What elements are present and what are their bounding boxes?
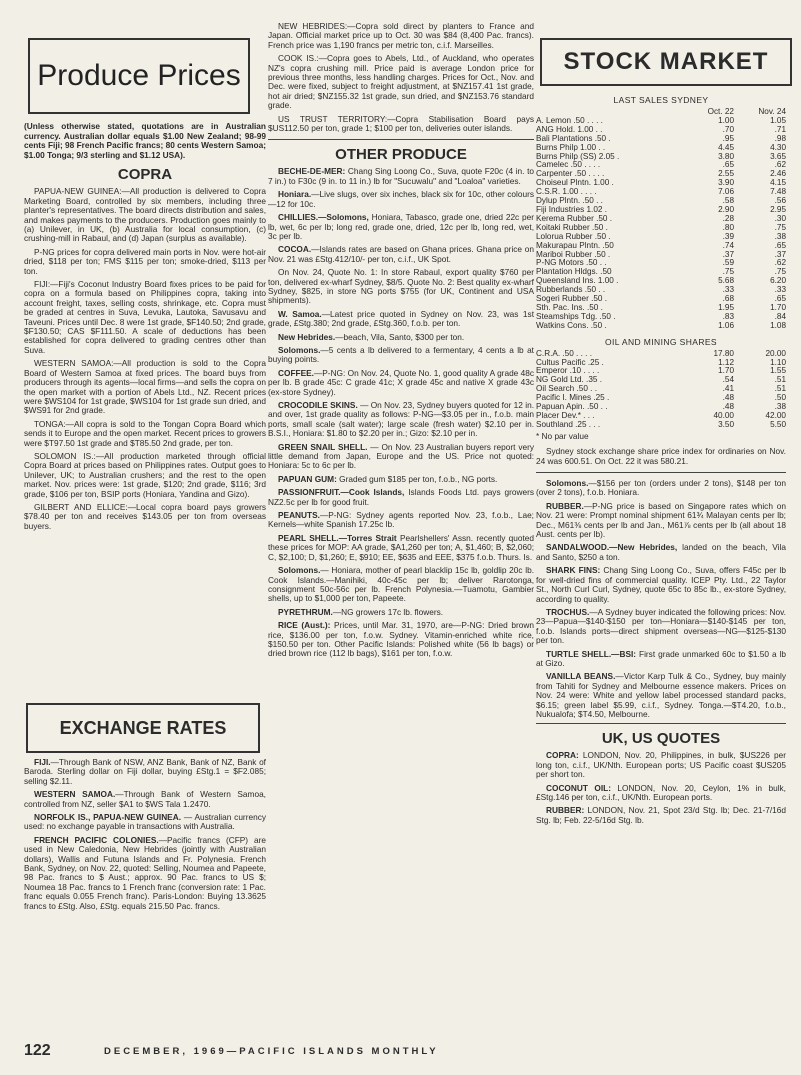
stock-price: 2.90 <box>718 204 734 214</box>
paragraph-text: TONGA:—All copra is sold to the Tongan Copra Board which sends it to Europe and the open market. Recent prices to growers were $T97.50 1st grade and $T85.50 2nd grade, per ton. <box>24 418 266 448</box>
paragraph <box>268 534 534 562</box>
stock-price: 20.00 <box>765 348 786 358</box>
paragraph <box>268 115 534 134</box>
paragraph <box>268 54 534 110</box>
paragraph <box>268 621 534 659</box>
stock-name: A. Lemon .50 . . . . <box>536 115 603 125</box>
stock-price: .65 <box>722 160 734 170</box>
stock-name: Burns Philp 1.00 . . <box>536 142 606 152</box>
stock-price: .98 <box>774 133 786 143</box>
stock-price: 2.46 <box>770 169 786 179</box>
paragraph <box>268 167 534 186</box>
paragraph-lead: COCONUT OIL: <box>546 782 611 793</box>
exchange-rates-title-box <box>26 703 260 753</box>
stock-price: 1.95 <box>718 302 734 312</box>
paragraph-text: Chang Sing Loong Co., Suva, offers F45c per lb for well-dried fins of commercial quality. ICEP Pty. Ltd., 22 Taylor St., North Curl Curl, Sydney, quote 65c to 85c lb., ex-store Sydney, according to quality. <box>536 565 786 604</box>
page-footer <box>24 1042 784 1066</box>
paragraph <box>536 650 786 669</box>
stock-name: Lolorua Rubber .50 . <box>536 231 611 241</box>
stock-price: 1.05 <box>770 115 786 125</box>
paragraph-text: P-NG prices for copra delivered main ports in Nov. were hot-air dried, $118 per ton; FMS $115 per ton; smoke-dried, $113 per ton. <box>24 246 266 276</box>
paragraph-lead: COFFEE. <box>278 367 314 378</box>
column-2 <box>268 22 534 663</box>
paragraph-text: —P-NG: Sydney agents reported Nov. 23, f.o.b., Lae; Kernels—white Spanish 17.25c lb. <box>268 510 534 530</box>
oil-heading: OIL AND MINING SHARES <box>605 336 717 347</box>
paragraph <box>536 502 786 540</box>
uk-us-section <box>536 751 786 825</box>
stock-price: 7.06 <box>718 187 734 197</box>
produce-prices-title: Produce Prices <box>37 59 241 92</box>
stock-table <box>536 108 786 331</box>
stock-price: .65 <box>774 294 786 304</box>
stock-name: Choiseul Plntn. 1.00 . <box>536 178 614 188</box>
paragraph <box>268 310 534 329</box>
paragraph <box>268 369 534 397</box>
col-nov-header: Nov. 24 <box>758 107 786 116</box>
stock-name: C.S.R. 1.00 . . . . <box>536 187 597 197</box>
paragraph-text: —Latest price quoted in Sydney on Nov. 23, was 1st grade, £Stg.380; 2nd grade, £Stg.360, f.o.b. per ton. <box>268 308 534 329</box>
paragraph-lead: SANDALWOOD.—New Hebrides, <box>546 542 678 553</box>
paragraph-text: LONDON, Nov. 20, Philippines, in bulk, $US226 per long ton, c.i.f., UK/Nth. European ports; US Pacific coast $US205 per short ton. <box>536 750 786 780</box>
paragraph-lead: SHARK FINS: <box>546 565 601 576</box>
stock-price: .38 <box>774 231 786 241</box>
stock-row <box>536 322 786 331</box>
uk-us-heading: UK, US QUOTES <box>601 730 721 748</box>
stock-price: .48 <box>722 393 734 403</box>
stock-price: .37 <box>774 249 786 259</box>
paragraph-lead: NORFOLK IS., PAPUA-NEW GUINEA. <box>34 812 182 823</box>
stock-name: Cultus Pacific .25 . <box>536 357 604 367</box>
stock-name: Plantation Hldgs. .50 <box>536 267 612 277</box>
paragraph-lead: PEANUTS. <box>278 510 320 521</box>
paragraph-lead: PEARL SHELL.—Torres Strait <box>278 532 397 543</box>
stock-price: .28 <box>722 213 734 223</box>
paragraph-lead: PASSIONFRUIT.—Cook Islands, <box>278 487 405 498</box>
paragraph-lead: BECHE-DE-MER: <box>278 166 346 177</box>
stock-name: Watkins Cons. .50 . <box>536 320 607 330</box>
stock-price: 42.00 <box>765 411 786 420</box>
stock-name: Placer Dev.* . . . <box>536 411 595 420</box>
stock-price: .95 <box>722 133 734 143</box>
paragraph-text: US TRUST TERRITORY:—Copra Stabilisation Board pays $US112.50 per ton, grade 1; $100 per ton, deliveries outer islands. <box>268 113 534 134</box>
paragraph-text: —beach, Vila, Santo, $300 per ton. <box>335 331 465 342</box>
stock-price: .58 <box>722 196 734 206</box>
paragraph-text: Chang Sing Loong Co., Suva, quote F20c (4 in. to 7 in.) to F30c (9 in. to 11 in.) lb for "Sucuwalu" and "Loaloa" varieties. <box>268 166 534 186</box>
stock-name: Kerema Rubber .50 . <box>536 213 613 223</box>
paragraph-text: FIJI:—Fiji's Coconut Industry Board fixes prices to be paid for copra on a formula based on Philippines copra, taking into account freight, taxes, selling costs, shrinkage, etc. Copra must be graded at centres in Suva, Levuka, Lautoka, Savusavu and Taveuni. Prices until Dec. 8 were 1st grade, $F140.50; 2nd grade, $F130.50; CAS $F111.50. A scale of deductions has been established for copra delivered to grading centres other than Suva. <box>24 279 266 355</box>
paragraph-text: landed on the beach, Vila and Santo, $250 a ton. <box>536 542 786 562</box>
copra-section <box>24 187 266 531</box>
paragraph-lead: PAPUAN GUM: <box>278 473 337 484</box>
paragraph <box>536 806 786 825</box>
paragraph-text: Graded gum $185 per ton, f.o.b., NG ports. <box>336 473 498 484</box>
divider <box>536 723 786 724</box>
running-footer: DECEMBER, 1969—PACIFIC ISLANDS MONTHLY <box>104 1046 439 1057</box>
paragraph-text: GILBERT AND ELLICE:—Local copra board pays growers $78.40 per ton and receives $143.05 per ton from overseas buyers. <box>24 501 266 531</box>
stock-price: .71 <box>774 124 786 134</box>
stock-price: .70 <box>722 124 734 134</box>
paragraph-text: —Pacific francs (CFP) are used in New Caledonia, New Hebrides (jointly with Australian dollars), Wallis and Futuna Islands and Fr. Polynesia. French Bank, Sydney, on Nov. 22, quoted: Selling, Noumea and Papeete, 98 Pac. francs to $ Aust.; approx. 90 Pac. francs to US $; Noumea 18 Pac. francs to 1 French franc (conversion rate: 1 Pac. franc equals 0.055 French franc). Paris-London: Buying 13.3625 francs to £Stg. Also, £Stg. equals 215.50 Pac. francs. <box>24 834 267 911</box>
paragraph-text: Prices, until Mar. 31, 1970, are—P-NG: Dried brown rice, $136.00 per ton, f.o.w. Sydney. Vitamin-enriched white rice, $150.50 per ton. Other Pacific Islands: Polished white (56 lb bags) or dried brown rice (112 lb bags), $161 per ton, f.o.w. <box>268 620 534 659</box>
paragraph <box>268 333 534 342</box>
paragraph-text: On Nov. 24, Quote No. 1: In store Rabaul, export quality $760 per ton, delivered ex-wharf Sydney, $8/5. Quote No. 2: Best quality ex-wharf Sydney, $825, in store NG ports $755 (for UK, Continent and USA shipments). <box>268 267 534 306</box>
stock-price: .37 <box>722 249 734 259</box>
stock-name: Steamships Tdg. .50 . <box>536 311 616 321</box>
stock-name: Bali Plantations .50 . <box>536 133 611 143</box>
paragraph <box>268 213 534 241</box>
stock-price: 3.50 <box>718 419 734 429</box>
stock-price: .62 <box>774 258 786 268</box>
paragraph-text: —Through Bank of NSW, ANZ Bank, Bank of NZ, Bank of Baroda. Sterling dollar on Fiji dollar, buying £Stg.1 = $F2.085; selling $2.11. <box>24 757 266 786</box>
stock-price: 1.00 <box>718 115 734 125</box>
stock-name: NG Gold Ltd. .35 . <box>536 375 602 385</box>
paragraph-lead: Solomons. <box>546 478 589 489</box>
stock-name: Makurapau Plntn. .50 <box>536 240 614 250</box>
column-1 <box>24 122 266 535</box>
paragraph-text: NEW HEBRIDES:—Copra sold direct by planters to France and Japan. Official market price up to Oct. 30 was $84 (8,400 Pac. francs). French price was 1,190 francs per metric ton, c.i.f. Marseilles. <box>268 21 534 50</box>
paragraph <box>24 280 266 355</box>
stock-price: 1.70 <box>718 366 734 376</box>
paragraph <box>24 813 266 832</box>
stock-price: 4.15 <box>770 178 786 188</box>
stock-price: 3.80 <box>718 151 734 161</box>
stock-name: Carpenter .50 . . . . <box>536 169 605 179</box>
paragraph <box>268 245 534 264</box>
stock-price: 4.45 <box>718 142 734 152</box>
stock-price: 3.65 <box>770 151 786 161</box>
paragraph-text: COOK IS.:—Copra goes to Abels, Ltd., of Auckland, who operates NZ's copra crushing mill. Price paid is average London price for previous three months, less handling charges. Prices for Oct., Nov. and Dec. were fixed, subject to freight adjustment, at $NZ157.41 1st grade, hot air dried; $NZ155.32 1st grade, sun dried, and $NZ153.76 standard grade. <box>268 53 534 111</box>
paragraph-text: —P-NG price is based on Singapore rates which on Nov. 21 were: Prompt nominal shipment 61¾ Malayan cents per lb; Dec., M61⅜ cents per lb and Jan., M61⅞ cents per lb (all about 18 Aust. cents per lb). <box>536 500 786 540</box>
paragraph <box>268 346 534 365</box>
paragraph-lead: GREEN SNAIL SHELL. <box>278 441 368 452</box>
paragraph-lead: New Hebrides. <box>278 331 336 342</box>
stock-price: .75 <box>774 222 786 232</box>
paragraph-lead: Honiara. <box>278 189 312 200</box>
paragraph-lead: Solomons. <box>278 344 321 355</box>
stock-price: 17.80 <box>713 348 734 358</box>
paragraph-lead: W. Samoa. <box>278 308 322 319</box>
paragraph-text: First grade unmarked 60c to $1.50 a lb at Gizo. <box>536 648 786 668</box>
paragraph-text: — On Nov. 23 Australian buyers report very little demand from Japan, Europe and the US. Price not quoted: Honiara: 5c to 6c per lb. <box>268 441 534 471</box>
other-produce-heading: OTHER PRODUCE <box>335 146 467 164</box>
paragraph-text: —P-NG: On Nov. 24, Quote No. 1, good quality A grade 48c per lb. B grade 45c: C grade 41c; X grade 45c and native X grade 43c (ex-store Sydney). <box>268 367 534 397</box>
paragraph-lead: TURTLE SHELL.—BSI: <box>546 648 637 659</box>
paragraph <box>536 672 786 719</box>
paragraph <box>24 790 266 809</box>
exchange-rates-title: EXCHANGE RATES <box>59 717 227 738</box>
col-oct-header: Oct. 22 <box>707 107 734 116</box>
stock-name: ANG Hold. 1.00 . . <box>536 124 603 134</box>
paragraph-text: LONDON, Nov. 20, Ceylon, 1% in bulk, £Stg.146 per ton, c.i.f., UK/Nth. European ports. <box>536 782 786 802</box>
paragraph-text: — On Nov. 23, Sydney buyers quoted for 12 in. and over, 1st grade quality as follows: P-NG—$3.05 per in., f.o.b. main ports, small scale (salt water); large scale (fresh water) $2.10 per in. B.S.I., Honiara: $1.80 to $2.20 per in.; Gizo: $2.10 per in. <box>268 400 535 439</box>
stock-price: .68 <box>722 294 734 304</box>
paragraph-text: Islands Foods Ltd. pays growers NZ2.5c per lb for good fruit. <box>268 487 534 507</box>
stock-price: 1.12 <box>718 357 734 367</box>
paragraph <box>24 758 266 786</box>
paragraph <box>268 475 534 484</box>
paragraph-text: —Islands rates are based on Ghana prices. Ghana price on Nov. 21 was £Stg.412/10/- per ton, c.i.f., UK Spot. <box>268 244 534 264</box>
stock-market-title: STOCK MARKET <box>563 48 769 75</box>
paragraph <box>24 503 266 531</box>
paragraph-lead: RICE (Aust.): <box>278 620 331 631</box>
stock-name: Fiji Industries 1.02 . <box>536 204 607 214</box>
stock-price: .33 <box>722 285 734 295</box>
paragraph <box>24 452 266 499</box>
stock-price: .30 <box>774 213 786 223</box>
paragraph-text: —5 cents a lb delivered to a fermentary, 4 cents a lb at buying points. <box>268 344 534 365</box>
paragraph-text: WESTERN SAMOA:—All production is sold to the Copra Board of Western Samoa at fixed prices. The board buys from producers through its agents—local firms—and sells the copra on the open market with a portion of Abels Ltd., NZ. Recent prices were $WS104 for 1st grade, $WS104 for 1st grade sun dried, and $WS91 for 2nd grade. <box>24 358 266 416</box>
index-note: Sydney stock exchange share price index for ordinaries on Nov. 24 was 600.51. On Oct. 22 it was 580.21. <box>536 446 786 466</box>
paragraph-text: — Honiara, mother of pearl blacklip 15c lb, goldlip 20c lb. Cook Islands.—Manihiki, 40c-45c per lb; deliver Rarotonga, consignment 50c-56c per lb. French Polynesia.—Tuamotu, Gambier shells, up to $1,000 per ton, Papeete. <box>268 565 534 604</box>
paragraph-lead: TROCHUS. <box>546 606 590 617</box>
stock-name: Burns Philp (SS) 2.05 . <box>536 151 620 161</box>
stock-name: Sth. Pac. Ins. .50 . <box>536 302 603 312</box>
stock-name: Rubberlands .50 . . <box>536 285 606 295</box>
stock-price: .84 <box>774 311 786 321</box>
stock-name: Papuan Apin. .50 . . <box>536 402 608 412</box>
stock-price: 2.95 <box>770 204 786 214</box>
stock-name: Queensland Ins. 1.00 . <box>536 276 619 286</box>
stock-name: Southland .25 . . . <box>536 419 601 429</box>
intro-note: (Unless otherwise stated, quotations are in Australian currency. Australian dollar equals $1.00 New Zealand; 98-99 cents Fiji; 98 French Pacific francs; 80 cents Western Samoa; $1.00 Tonga; 9/3 sterling and $1.12 USA). <box>24 121 266 160</box>
paragraph <box>24 836 266 911</box>
stock-name: Camelec .50 . . . . <box>536 160 601 170</box>
paragraph-text: SOLOMON IS.:—All production marketed through official Copra Board at prices based on Philippines rates. Output goes to Unilever, UK; to Australian crushers; and the rest to the open market. Nov. prices were: 1st grade, $120; 2nd grade, $116; 3rd grade, $106 per ton, BSIP ports (Honiara, Yandina and Gizo). <box>24 450 266 499</box>
paragraph-text: Honiara, Tabasco, grade one, dried 22c per lb, wet, 6c per lb; long red, grade one, dried, 12c per lb, long red, wet, 3c per lb. <box>268 212 534 241</box>
stock-price: .62 <box>774 160 786 170</box>
paragraph <box>536 751 786 779</box>
stock-name: Mariboi Rubber .50 . <box>536 249 611 259</box>
paragraph <box>536 784 786 803</box>
paragraph-text: LONDON, Nov. 21, Spot 23/d Stg. lb; Dec. 21-7/16d Stg. lb; Feb. 22-5/16d Stg. lb. <box>536 805 786 825</box>
stock-price: .51 <box>774 384 786 394</box>
stock-price: .59 <box>722 258 734 268</box>
paragraph-text: —Victor Karp Tulk & Co., Sydney, buy mainly from Tahiti for Sydney and Melbourne essence makers. Prices on Nov. 24 were: White and yellow label processed standard packs, $6.15; green label $5.99, c.i.f., Sydney. Tonga.—$T4.20, f.o.b., Nukualofa; $T4.50, Melbourne. <box>536 671 786 719</box>
paragraph-text: — Australian currency used: no exchange payable in transactions with Australia. <box>24 812 266 832</box>
stock-price: .48 <box>722 402 734 412</box>
stock-price: 1.70 <box>770 302 786 312</box>
stock-price: 4.30 <box>770 142 786 152</box>
stock-price: 40.00 <box>713 411 734 420</box>
paragraph-lead: VANILLA BEANS. <box>546 671 616 682</box>
stock-price: .74 <box>722 240 734 250</box>
paragraph <box>536 608 786 646</box>
paragraph <box>536 479 786 498</box>
stock-price: 7.48 <box>770 187 786 197</box>
stock-price: .54 <box>722 375 734 385</box>
paragraph-lead: Solomons. <box>278 565 321 576</box>
paragraph <box>268 190 534 209</box>
paragraph-lead: RUBBER: <box>546 805 585 816</box>
no-par-footnote: * No par value <box>536 430 589 441</box>
stock-price: .75 <box>774 267 786 277</box>
last-sales-heading: LAST SALES SYDNEY <box>613 95 709 105</box>
paragraph <box>536 543 786 562</box>
paragraph <box>268 22 534 50</box>
paragraph-lead: CROCODILE SKINS. <box>278 400 358 410</box>
column-3 <box>536 92 786 829</box>
stock-price: .38 <box>774 402 786 412</box>
paragraph-text: PAPUA-NEW GUINEA:—All production is delivered to Copra Marketing Board, controlled by six members, including three planter's representatives. The board directs distribution and sales, and makes payments to the producers. Production goes mainly to (a) Unilever, in UK, (b) Australia for local consumption, (c) crushing-mill in Rabaul, and (d) Japan (surplus as available). <box>24 186 266 244</box>
copra-heading: COPRA <box>117 166 173 184</box>
paragraph-text: —Live slugs, over six inches, black six for 10c, other colours—12 for 10c. <box>268 189 534 209</box>
page-number: 122 <box>24 1042 51 1059</box>
stock-name: Emperor .10 . . . . <box>536 366 600 376</box>
stock-market-title-box <box>540 38 792 86</box>
paragraph-text: —A Sydney buyer indicated the following prices: Nov. 23—Papua—$140-$150 per ton—Honiara—$140-$145 per ton, f.o.b. Islands ports—direct shipment overseas—NG—$125-$130 per ton. <box>536 606 786 646</box>
paragraph <box>268 488 534 507</box>
oil-table <box>536 350 786 430</box>
stock-price: .83 <box>722 311 734 321</box>
stock-name: Koitaki Rubber .50 . <box>536 222 608 232</box>
stock-price: .65 <box>774 240 786 250</box>
paragraph-lead: CHILLIES.—Solomons, <box>278 212 369 223</box>
paragraph <box>24 187 266 243</box>
stock-name: Pacific I. Mines .25 . <box>536 393 610 403</box>
stock-price: 5.68 <box>718 276 734 286</box>
paragraph <box>268 443 534 471</box>
other-produce-section <box>268 167 534 658</box>
stock-price: 1.55 <box>770 366 786 376</box>
stock-name: Dylup Plntn. .50 . . <box>536 196 603 206</box>
stock-name: P-NG Motors .50 . . <box>536 258 607 268</box>
exchange-section <box>24 758 266 915</box>
paragraph <box>268 608 534 617</box>
paragraph-text: Pearlshellers' Assn. recently quoted these prices for MOP: AA grade, $A1,260 per ton; A, $1,460; B, $2,060; C, $2,100; D, $1,260; E, $910; EE, $635 and EEE, $375 f.o.b. Thurs. Is. <box>268 532 534 562</box>
paragraph <box>536 566 786 604</box>
stock-price: 1.06 <box>718 320 734 330</box>
stock-name: Oil Search .50 . . <box>536 384 597 394</box>
stock-price: 6.20 <box>770 276 786 286</box>
divider <box>268 139 534 140</box>
produce-prices-title-box <box>28 38 250 114</box>
stock-price: .80 <box>722 222 734 232</box>
stock-price: .56 <box>774 196 786 206</box>
stock-name: Sogeri Rubber .50 . <box>536 294 608 304</box>
stock-price: 1.10 <box>770 357 786 367</box>
divider <box>536 472 786 473</box>
paragraph <box>24 359 266 415</box>
paragraph <box>24 248 266 276</box>
paragraph-lead: COPRA: <box>546 750 579 761</box>
stock-name: C.R.A. .50 . . . . <box>536 348 592 358</box>
paragraph-lead: RUBBER. <box>546 500 584 511</box>
stock-price: .41 <box>722 384 734 394</box>
stock-row <box>536 421 786 430</box>
stock-price: 3.90 <box>718 178 734 188</box>
paragraph <box>24 420 266 448</box>
paragraph <box>268 566 534 604</box>
stock-price: 2.55 <box>718 169 734 179</box>
paragraph-lead: FIJI. <box>34 757 51 767</box>
paragraph-lead: COCOA. <box>278 244 312 255</box>
paragraph-lead: PYRETHRUM. <box>278 606 333 617</box>
paragraph <box>268 401 534 439</box>
stock-price: .33 <box>774 285 786 295</box>
stock-price: .39 <box>722 231 734 241</box>
paragraph-text: —NG growers 17c lb. flowers. <box>332 606 444 617</box>
paragraph-text: —Through Bank of Western Samoa, controlled from NZ, seller $A1 to $WS Tala 1.2470. <box>24 789 266 809</box>
stock-price: 1.08 <box>770 320 786 330</box>
stock-price: .75 <box>722 267 734 277</box>
stock-price: 5.50 <box>770 419 786 429</box>
paragraph-lead: WESTERN SAMOA. <box>34 789 116 800</box>
stock-price: .51 <box>774 375 786 385</box>
paragraph-text: —$156 per ton (orders under 2 tons), $148 per ton (over 2 tons), f.o.b. Honiara. <box>536 478 786 498</box>
paragraph <box>268 511 534 530</box>
stock-price: .50 <box>774 393 786 403</box>
paragraph <box>268 268 534 306</box>
paragraph-lead: FRENCH PACIFIC COLONIES. <box>34 834 159 845</box>
